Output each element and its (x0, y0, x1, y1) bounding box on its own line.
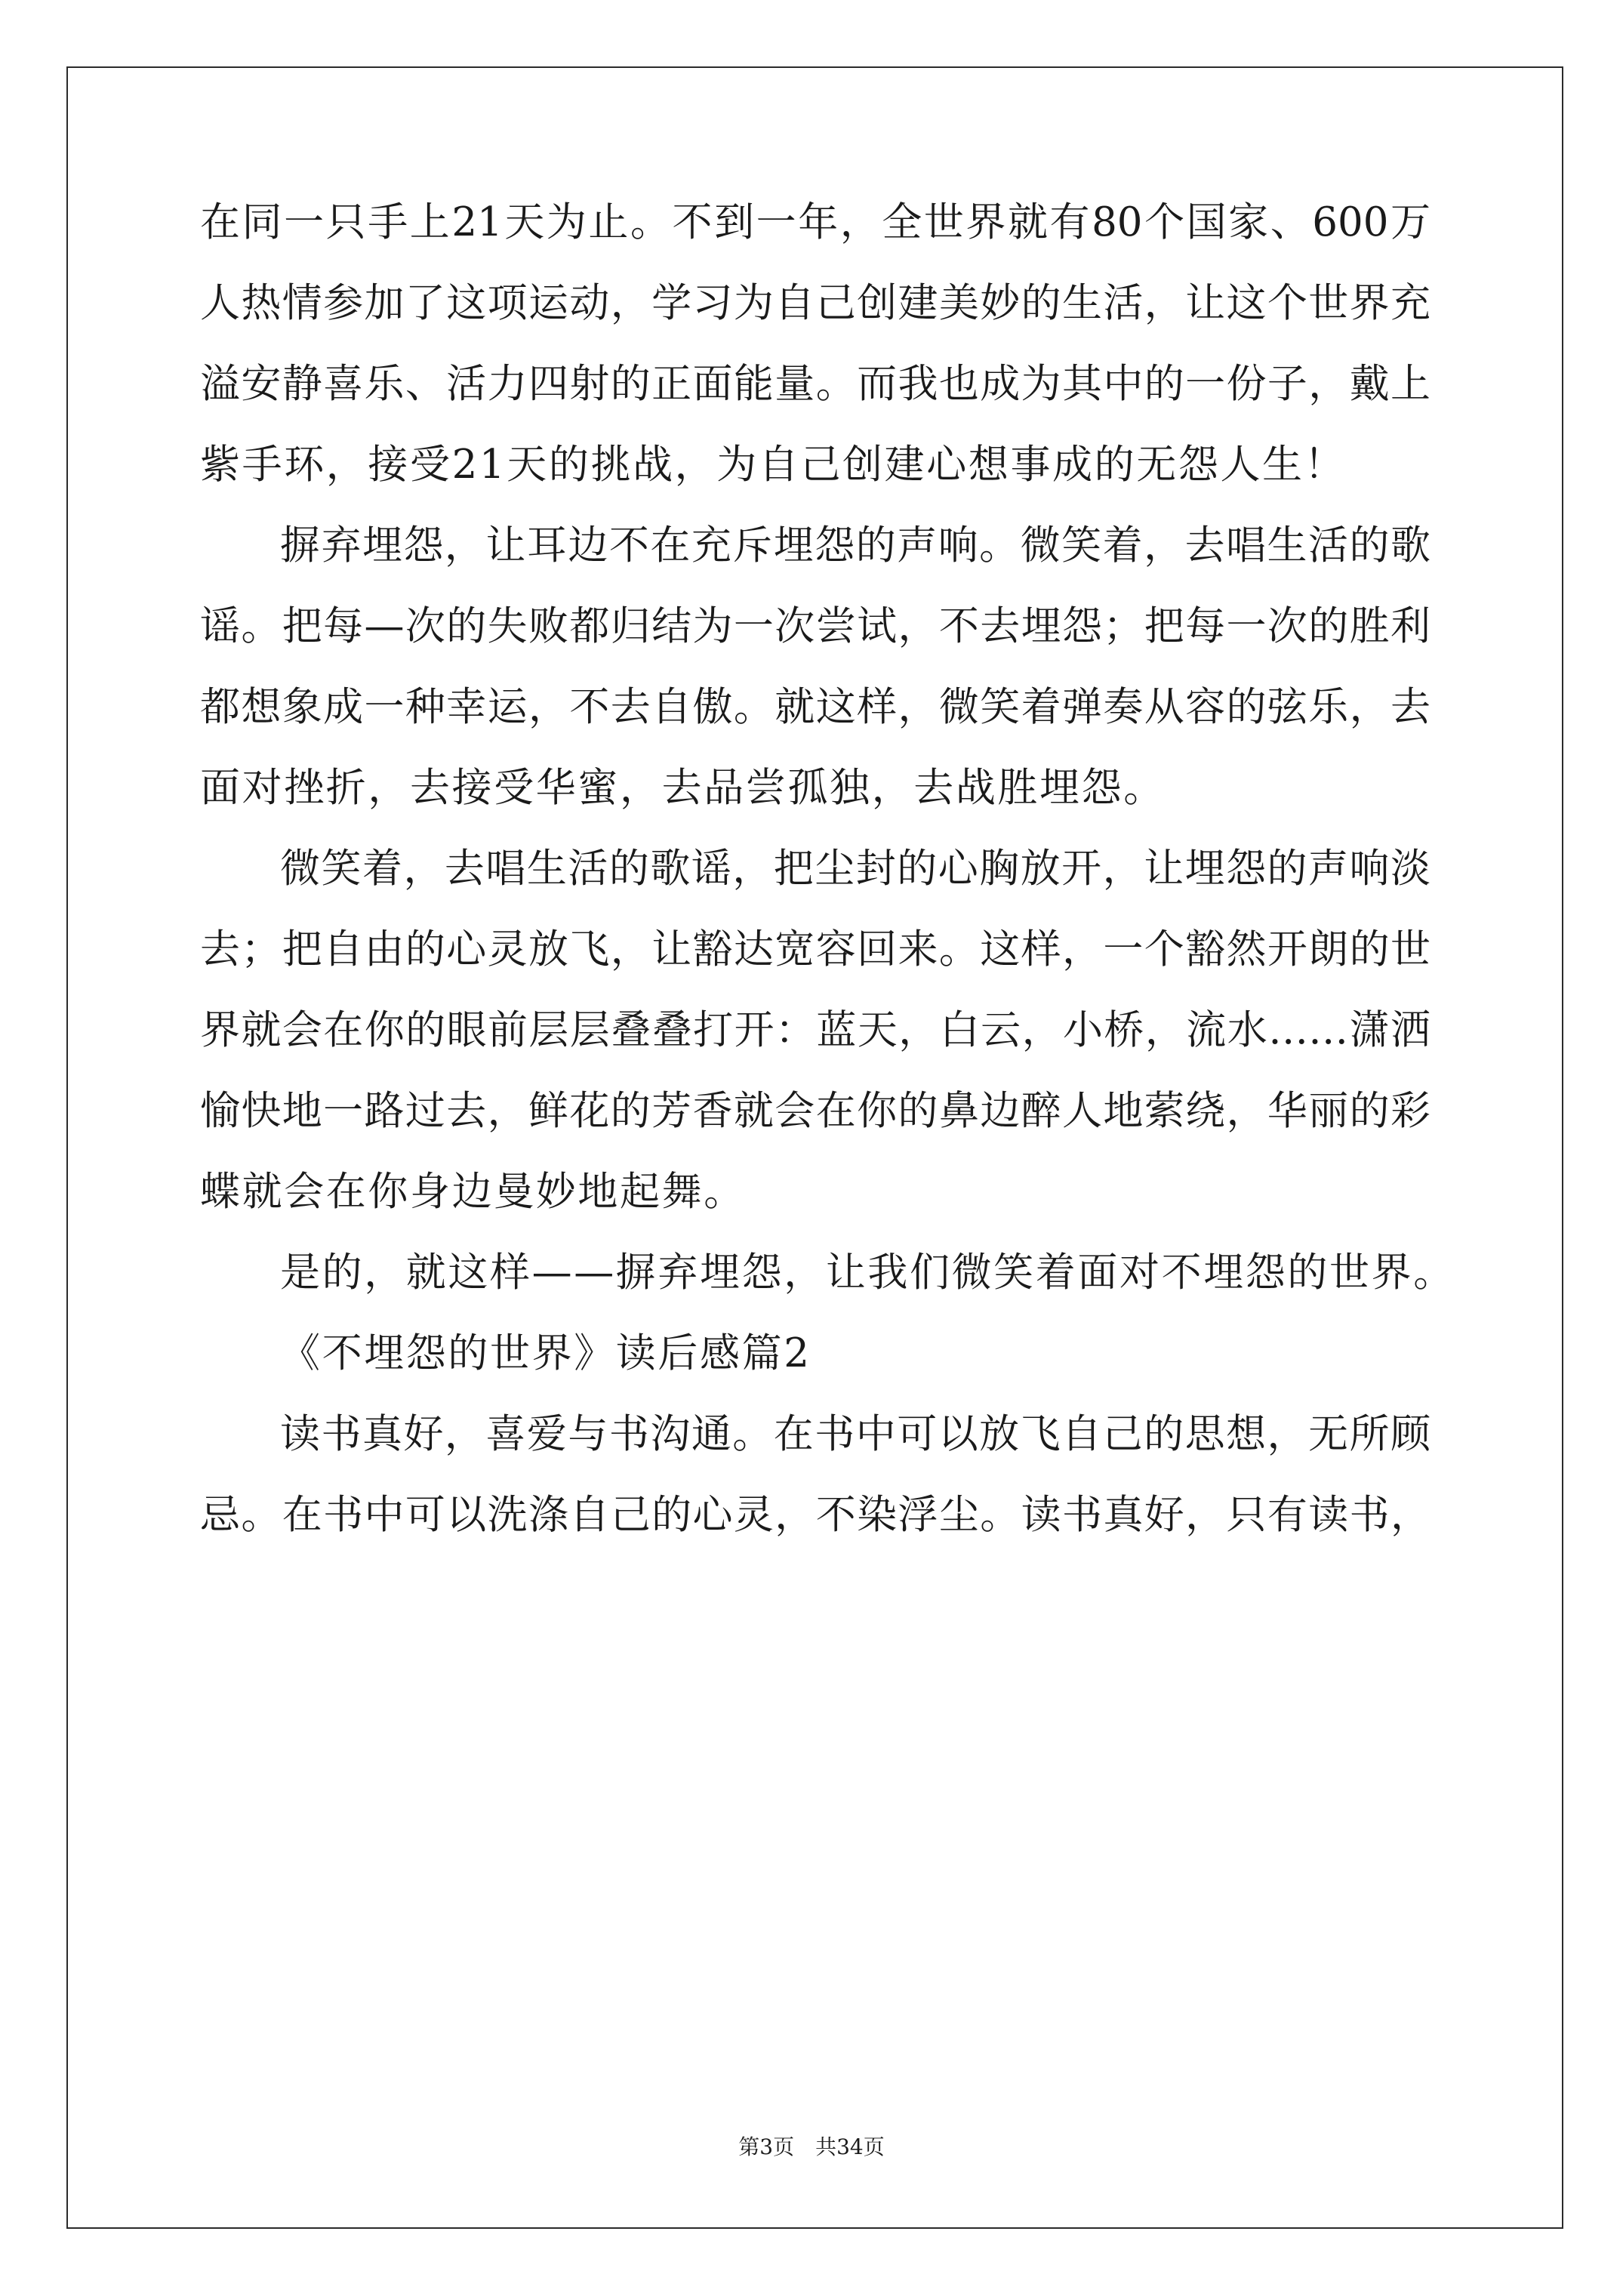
text-line: 面对挫折，去接受华蜜，去品尝孤独，去战胜埋怨。 (200, 765, 1166, 811)
text-line: 界就会在你的眼前层层叠叠打开：蓝天，白云，小桥，流水……潇洒 (200, 1007, 1431, 1053)
document-body (200, 199, 1455, 1538)
section-heading: 《不埋怨的世界》读后感篇2 (280, 1330, 812, 1376)
paragraph-first-line: 摒弃埋怨，让耳边不在充斥埋怨的声响。微笑着，去唱生活的歌 (280, 522, 1431, 569)
text-line: 忌。在书中可以洗涤自己的心灵，不染浮尘。读书真好，只有读书， (200, 1492, 1431, 1538)
paragraph-first-line: 是的，就这样——摒弃埋怨，让我们微笑着面对不埋怨的世界。 (280, 1250, 1455, 1296)
text-line: 愉快地一路过去，鲜花的芳香就会在你的鼻边醉人地萦绕，华丽的彩 (200, 1088, 1431, 1134)
paragraph-first-line: 读书真好，喜爱与书沟通。在书中可以放飞自己的思想，无所顾 (280, 1411, 1431, 1457)
page-number: 第3页 共34页 (738, 2134, 885, 2159)
text-line: 都想象成一种幸运，不去自傲。就这样，微笑着弹奏从容的弦乐，去 (200, 684, 1431, 730)
text-line: 去；把自由的心灵放飞，让豁达宽容回来。这样，一个豁然开朗的世 (200, 926, 1431, 972)
text-line: 人热情参加了这项运动，学习为自己创建美妙的生活，让这个世界充 (200, 280, 1431, 326)
text-line: 在同一只手上21天为止。不到一年，全世界就有80个国家、600万 (200, 199, 1431, 245)
text-line: 蝶就会在你身边曼妙地起舞。 (200, 1169, 746, 1215)
paragraph-first-line: 微笑着，去唱生活的歌谣，把尘封的心胸放开，让埋怨的声响淡 (280, 846, 1431, 892)
text-line: 谣。把每—次的失败都归结为一次尝试，不去埋怨；把每一次的胜利 (200, 603, 1431, 649)
text-line: 紫手环，接受21天的挑战，为自己创建心想事成的无怨人生！ (200, 442, 1347, 488)
text-line: 溢安静喜乐、活力四射的正面能量。而我也成为其中的一份子，戴上 (200, 361, 1431, 407)
